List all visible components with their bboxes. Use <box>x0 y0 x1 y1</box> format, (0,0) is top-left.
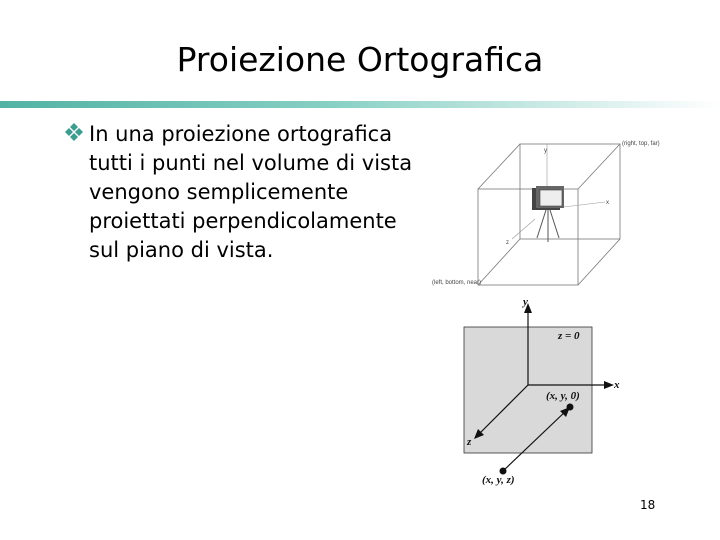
plane-equation-label: z = 0 <box>558 330 580 342</box>
bottom-axis-x-label: x <box>614 379 620 391</box>
view-volume-figure <box>420 134 680 294</box>
projection-plane-figure <box>460 295 630 487</box>
page-number: 18 <box>640 498 656 512</box>
corner-near-label: (left, bottom, near) <box>432 280 482 286</box>
diamond-bullet-icon <box>64 122 84 142</box>
top-axis-y-label: y <box>544 148 547 154</box>
camera-icon <box>532 186 564 242</box>
top-axis-z-label: z <box>506 240 509 246</box>
projected-point-label: (x, y, 0) <box>546 390 580 402</box>
bottom-axis-z-label: z <box>467 436 472 448</box>
slide-title: Proiezione Ortografica <box>176 40 544 79</box>
top-axis-x-label: x <box>606 200 609 206</box>
projected-point <box>567 404 574 411</box>
bullet-text: In una proiezione ortografica tutti i punti nel volume di vista vengono semplicemente proiettati perpendicolamente sul piano di vista. <box>89 122 413 262</box>
bottom-axis-y-label: y <box>523 296 528 308</box>
source-point-label: (x, y, z) <box>482 474 515 486</box>
title-divider <box>0 101 720 108</box>
corner-far-label: (right, top, far) <box>622 141 660 147</box>
